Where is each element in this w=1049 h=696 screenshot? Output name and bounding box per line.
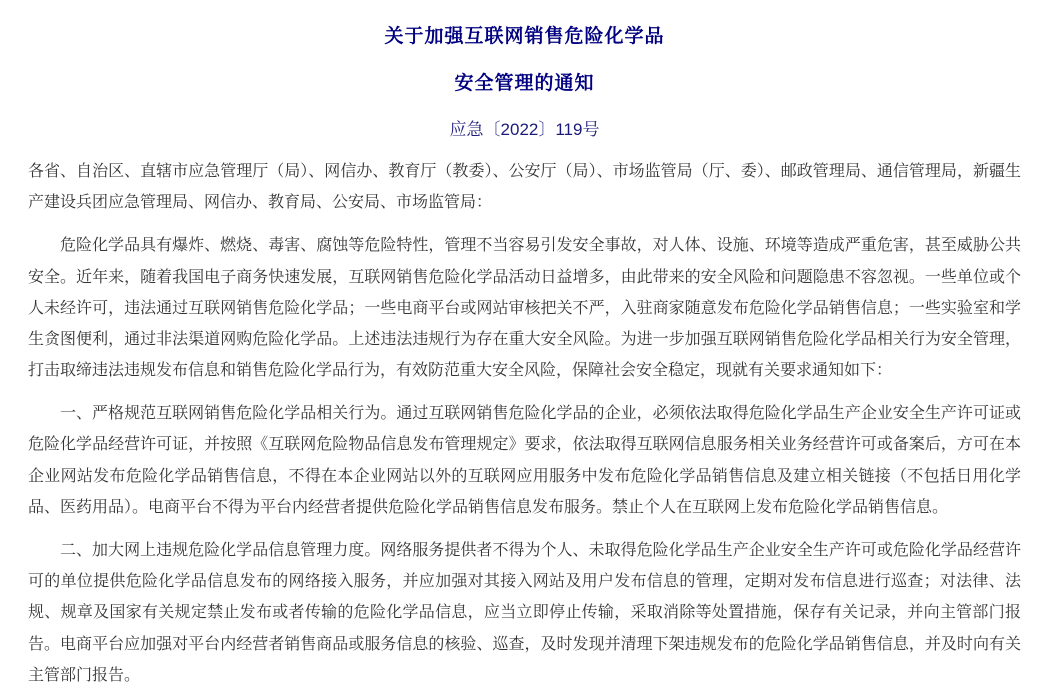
paragraph-item-1: 一、严格规范互联网销售危险化学品相关行为。通过互联网销售危险化学品的企业，必须依法取得危险化学品生产企业安全生产许可证或危险化学品经营许可证，并按照《互联网危险物品信息发布管理规定》要求，依法取得互联网信息服务相关业务经营许可或备案后，方可在本企业网站发布危险化学品销售信息，不得在本企业网站以外的互联网应用服务中发布危险化学品销售信息及建立相关链接（不包括日用化学品、医药用品）。电商平台不得为平台内经营者提供危险化学品销售信息发布服务。禁止个人在互联网上发布危险化学品销售信息。 — [28, 405, 1021, 516]
document-title-line-2: 安全管理的通知 — [454, 72, 595, 94]
paragraph-intro: 危险化学品具有爆炸、燃烧、毒害、腐蚀等危险特性，管理不当容易引发安全事故，对人体、设施、环境等造成严重危害，甚至威胁公共安全。近年来，随着我国电子商务快速发展，互联网销售危险化学品活动日益增多，由此带来的安全风险和问题隐患不容忽视。一些单位或个人未经许可，违法通过互联网销售危险化学品；一些电商平台或网站审核把关不严，入驻商家随意发布危险化学品销售信息；一些实验室和学生贪图便利，通过非法渠道网购危险化学品。上述违法违规行为存在重大安全风险。为进一步加强互联网销售危险化学品相关行为安全管理，打击取缔违法违规发布信息和销售危险化学品行为，有效防范重大安全风险，保障社会安全稳定，现就有关要求通知如下： — [28, 237, 1021, 380]
paragraph-item-2: 二、加大网上违规危险化学品信息管理力度。网络服务提供者不得为个人、未取得危险化学品生产企业安全生产许可或危险化学品经营许可的单位提供危险化学品信息发布的网络接入服务，并应加强对其接入网站及用户发布信息的管理，定期对发布信息进行巡查；对法律、法规、规章及国家有关规定禁止发布或者传输的危险化学品信息，应当立即停止传输，采取消除等处置措施，保存有关记录，并向主管部门报告。电商平台应加强对平台内经营者销售商品或服务信息的核验、巡查，及时发现并清理下架违规发布的危险化学品销售信息，并及时向有关主管部门报告。 — [28, 542, 1021, 684]
document-number: 应急〔2022〕119号 — [449, 119, 600, 139]
document-title-line-1: 关于加强互联网销售危险化学品 — [384, 26, 665, 47]
paragraph-addressees: 各省、自治区、直辖市应急管理厅（局）、网信办、教育厅（教委）、公安厅（局）、市场监管局（厅、委）、邮政管理局、通信管理局，新疆生产建设兵团应急管理局、网信办、教育局、公安局、市场监管局： — [28, 162, 1021, 212]
